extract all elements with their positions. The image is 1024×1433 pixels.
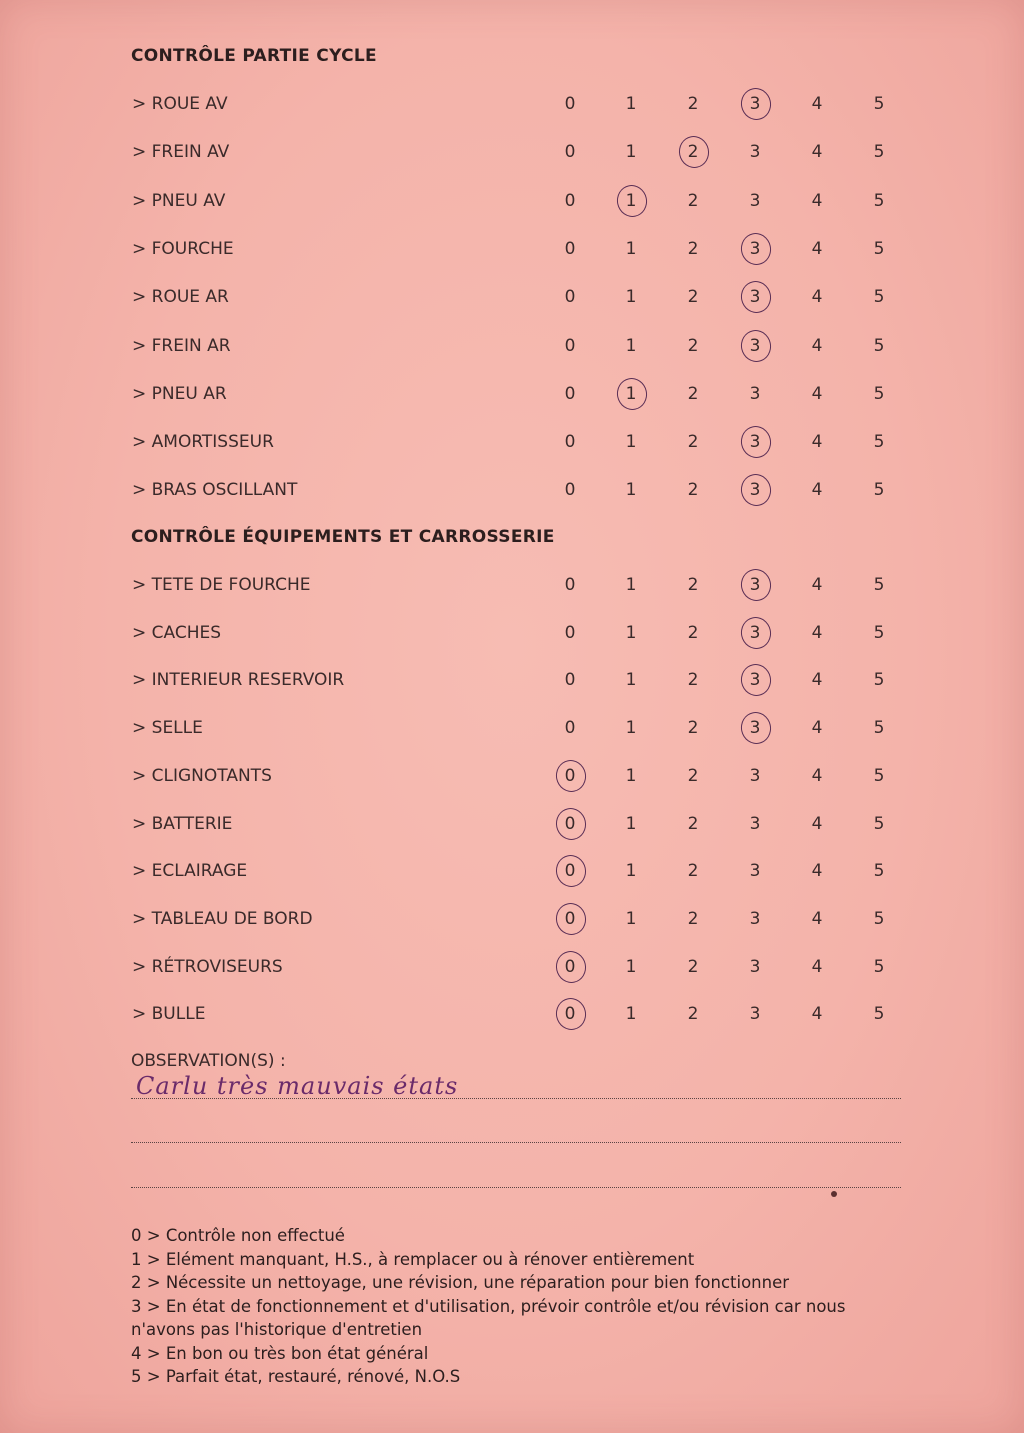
score-option-1[interactable]: 1 <box>625 622 637 643</box>
checklist-item-label: > BULLE <box>132 1004 206 1025</box>
legend-item-1: 1 > Elément manquant, H.S., à remplacer ou à rénover entièrement <box>131 1249 695 1269</box>
score-option-3[interactable]: 3 <box>749 383 761 404</box>
score-option-2[interactable]: 2 <box>687 861 699 882</box>
score-option-1[interactable]: 1 <box>625 956 637 977</box>
checklist-item-label: > AMORTISSEUR <box>132 432 274 453</box>
score-option-5[interactable]: 5 <box>873 813 885 834</box>
score-option-0[interactable]: 0 <box>555 909 585 929</box>
checklist-item-label: > BATTERIE <box>132 813 233 834</box>
checklist-row <box>0 284 1024 314</box>
score-option-4[interactable]: 4 <box>811 670 823 691</box>
checklist-item-label: > TABLEAU DE BORD <box>132 908 313 929</box>
rating-legend <box>131 1224 911 1389</box>
score-option-5[interactable]: 5 <box>873 718 885 739</box>
score-option-2[interactable]: 2 <box>687 575 699 595</box>
score-option-2[interactable]: 2 <box>687 335 699 356</box>
score-option-4[interactable]: 4 <box>811 575 823 595</box>
score-option-2[interactable]: 2 <box>687 956 699 977</box>
score-option-5[interactable]: 5 <box>873 622 885 643</box>
score-option-3[interactable]: 3 <box>740 94 770 114</box>
checklist-item-label: > FOURCHE <box>132 238 234 259</box>
score-option-4[interactable]: 4 <box>811 94 823 114</box>
score-option-2[interactable]: 2 <box>687 94 699 114</box>
score-option-0[interactable]: 0 <box>555 957 585 977</box>
score-option-2[interactable]: 2 <box>687 670 699 691</box>
score-option-1[interactable]: 1 <box>616 191 646 211</box>
score-option-5[interactable]: 5 <box>873 908 885 929</box>
score-option-4[interactable]: 4 <box>811 718 823 739</box>
checklist-row <box>0 811 1024 841</box>
score-option-0[interactable]: 0 <box>564 287 576 308</box>
checklist-item-label: > BRAS OSCILLANT <box>132 480 298 501</box>
score-option-5[interactable]: 5 <box>873 142 885 163</box>
score-option-0[interactable]: 0 <box>564 94 576 114</box>
score-option-0[interactable]: 0 <box>555 814 585 834</box>
checklist-row <box>0 1001 1024 1031</box>
score-option-2[interactable]: 2 <box>687 190 699 211</box>
score-option-1[interactable]: 1 <box>625 670 637 691</box>
score-option-5[interactable]: 5 <box>873 670 885 691</box>
score-option-4[interactable]: 4 <box>811 908 823 929</box>
score-option-5[interactable]: 5 <box>873 480 885 501</box>
checklist-item-label: > PNEU AR <box>132 383 227 404</box>
checklist-item-label: > FREIN AV <box>132 142 230 163</box>
legend-item-2: 2 > Nécessite un nettoyage, une révision, une réparation pour bien fonctionner <box>131 1273 790 1292</box>
score-option-4[interactable]: 4 <box>811 956 823 977</box>
score-option-2[interactable]: 2 <box>687 718 699 739</box>
ink-speck <box>831 1191 837 1197</box>
score-option-4[interactable]: 4 <box>811 622 823 643</box>
observations-label: OBSERVATION(S) : <box>131 1051 286 1071</box>
score-option-1[interactable]: 1 <box>625 718 637 739</box>
legend-item-0: 0 > Contrôle non effectué <box>131 1226 345 1245</box>
score-option-0[interactable]: 0 <box>555 1004 585 1024</box>
score-option-5[interactable]: 5 <box>873 1004 885 1025</box>
score-option-3[interactable]: 3 <box>749 1004 761 1025</box>
score-option-0[interactable]: 0 <box>564 142 576 163</box>
score-option-2[interactable]: 2 <box>687 287 699 308</box>
score-option-3[interactable]: 3 <box>749 190 761 211</box>
legend-item-4: 4 > En bon ou très bon état général <box>131 1343 429 1363</box>
score-option-4[interactable]: 4 <box>811 287 823 308</box>
score-option-4[interactable]: 4 <box>811 1004 823 1025</box>
score-option-2[interactable]: 2 <box>687 238 699 259</box>
score-option-3[interactable]: 3 <box>740 480 770 500</box>
checklist-row <box>0 429 1024 459</box>
section-title-equipment: CONTRÔLE ÉQUIPEMENTS ET CARROSSERIE <box>131 527 555 547</box>
score-option-2[interactable]: 2 <box>687 383 699 404</box>
score-option-5[interactable]: 5 <box>873 956 885 977</box>
checklist-item-label: > CLIGNOTANTS <box>132 765 272 786</box>
score-option-3[interactable]: 3 <box>740 623 770 643</box>
score-option-5[interactable]: 5 <box>873 94 885 114</box>
score-option-5[interactable]: 5 <box>873 238 885 259</box>
checklist-row <box>0 333 1024 363</box>
observations-handwritten-note: Carlu très mauvais états <box>136 1072 459 1100</box>
checklist-item-label: > ROUE AV <box>132 94 228 114</box>
score-option-5[interactable]: 5 <box>873 190 885 211</box>
score-option-3[interactable]: 3 <box>740 287 770 307</box>
score-option-0[interactable]: 0 <box>564 335 576 356</box>
score-option-5[interactable]: 5 <box>873 432 885 453</box>
legend-item-3: 3 > En état de fonctionnement et d'utilisation, prévoir contrôle et/ou révision car nous n'avons pas l'historique d'entretien <box>131 1296 846 1339</box>
score-option-0[interactable]: 0 <box>564 480 576 501</box>
checklist-item-label: > RÉTROVISEURS <box>132 956 283 977</box>
score-option-3[interactable]: 3 <box>740 575 770 595</box>
checklist-item-label: > ROUE AR <box>132 287 229 308</box>
score-option-3[interactable]: 3 <box>740 670 770 690</box>
score-option-3[interactable]: 3 <box>740 718 770 738</box>
score-option-4[interactable]: 4 <box>811 335 823 356</box>
score-option-0[interactable]: 0 <box>564 575 576 595</box>
score-option-5[interactable]: 5 <box>873 335 885 356</box>
score-option-0[interactable]: 0 <box>564 238 576 259</box>
score-option-2[interactable]: 2 <box>687 908 699 929</box>
score-option-0[interactable]: 0 <box>555 861 585 881</box>
score-option-1[interactable]: 1 <box>625 94 637 114</box>
score-option-3[interactable]: 3 <box>740 336 770 356</box>
checklist-row <box>0 236 1024 266</box>
checklist-item-label: > CACHES <box>132 622 222 643</box>
score-option-5[interactable]: 5 <box>873 765 885 786</box>
checklist-row <box>0 477 1024 507</box>
score-option-3[interactable]: 3 <box>749 813 761 834</box>
score-option-0[interactable]: 0 <box>564 190 576 211</box>
score-option-3[interactable]: 3 <box>749 956 761 977</box>
score-option-4[interactable]: 4 <box>811 480 823 501</box>
score-option-2[interactable]: 2 <box>687 622 699 643</box>
score-option-1[interactable]: 1 <box>625 908 637 929</box>
observation-line-1 <box>131 1098 901 1099</box>
checklist-row <box>0 381 1024 411</box>
score-option-2[interactable]: 2 <box>678 142 708 162</box>
score-option-0[interactable]: 0 <box>564 432 576 453</box>
score-option-3[interactable]: 3 <box>749 861 761 882</box>
score-option-0[interactable]: 0 <box>564 670 576 691</box>
score-option-1[interactable]: 1 <box>625 287 637 308</box>
observation-line-2 <box>131 1142 901 1143</box>
score-option-0[interactable]: 0 <box>564 383 576 404</box>
score-option-4[interactable]: 4 <box>811 142 823 163</box>
score-option-4[interactable]: 4 <box>811 432 823 453</box>
score-option-1[interactable]: 1 <box>616 384 646 404</box>
score-option-1[interactable]: 1 <box>625 335 637 356</box>
checklist-item-label: > ECLAIRAGE <box>132 861 248 882</box>
score-option-4[interactable]: 4 <box>811 765 823 786</box>
score-option-1[interactable]: 1 <box>625 861 637 882</box>
checklist-row <box>0 139 1024 169</box>
score-option-4[interactable]: 4 <box>811 238 823 259</box>
checklist-row <box>0 667 1024 697</box>
score-option-0[interactable]: 0 <box>564 622 576 643</box>
score-option-2[interactable]: 2 <box>687 813 699 834</box>
checklist-row <box>0 906 1024 936</box>
score-option-3[interactable]: 3 <box>749 142 761 163</box>
score-option-5[interactable]: 5 <box>873 287 885 308</box>
score-option-1[interactable]: 1 <box>625 575 637 595</box>
score-option-1[interactable]: 1 <box>625 238 637 259</box>
checklist-row <box>0 620 1024 650</box>
score-option-4[interactable]: 4 <box>811 190 823 211</box>
score-option-2[interactable]: 2 <box>687 1004 699 1025</box>
score-option-1[interactable]: 1 <box>625 432 637 453</box>
legend-item-5: 5 > Parfait état, restauré, rénové, N.O.S <box>131 1367 461 1386</box>
score-option-1[interactable]: 1 <box>625 1004 637 1025</box>
score-option-2[interactable]: 2 <box>687 765 699 786</box>
score-option-4[interactable]: 4 <box>811 813 823 834</box>
checklist-row <box>0 858 1024 888</box>
checklist-row <box>0 715 1024 745</box>
score-option-3[interactable]: 3 <box>740 239 770 259</box>
section-title-cycle: CONTRÔLE PARTIE CYCLE <box>131 46 377 66</box>
score-option-1[interactable]: 1 <box>625 813 637 834</box>
score-option-5[interactable]: 5 <box>873 383 885 404</box>
checklist-item-label: > PNEU AV <box>132 190 226 211</box>
score-option-1[interactable]: 1 <box>625 480 637 501</box>
score-option-3[interactable]: 3 <box>749 908 761 929</box>
score-option-2[interactable]: 2 <box>687 480 699 501</box>
checklist-item-label: > INTERIEUR RESERVOIR <box>132 670 345 691</box>
checklist-row <box>0 572 1024 602</box>
checklist-item-label: > FREIN AR <box>132 335 231 356</box>
checklist-row <box>0 91 1024 121</box>
score-option-2[interactable]: 2 <box>687 432 699 453</box>
score-option-0[interactable]: 0 <box>555 766 585 786</box>
score-option-3[interactable]: 3 <box>740 432 770 452</box>
score-option-0[interactable]: 0 <box>564 718 576 739</box>
checklist-row <box>0 188 1024 218</box>
score-option-5[interactable]: 5 <box>873 861 885 882</box>
score-option-5[interactable]: 5 <box>873 575 885 595</box>
score-option-1[interactable]: 1 <box>625 765 637 786</box>
observation-line-3 <box>131 1187 901 1188</box>
checklist-row <box>0 763 1024 793</box>
checklist-item-label: > SELLE <box>132 718 203 739</box>
score-option-1[interactable]: 1 <box>625 142 637 163</box>
checklist-item-label: > TETE DE FOURCHE <box>132 575 311 595</box>
score-option-3[interactable]: 3 <box>749 765 761 786</box>
score-option-4[interactable]: 4 <box>811 383 823 404</box>
checklist-row <box>0 954 1024 984</box>
score-option-4[interactable]: 4 <box>811 861 823 882</box>
